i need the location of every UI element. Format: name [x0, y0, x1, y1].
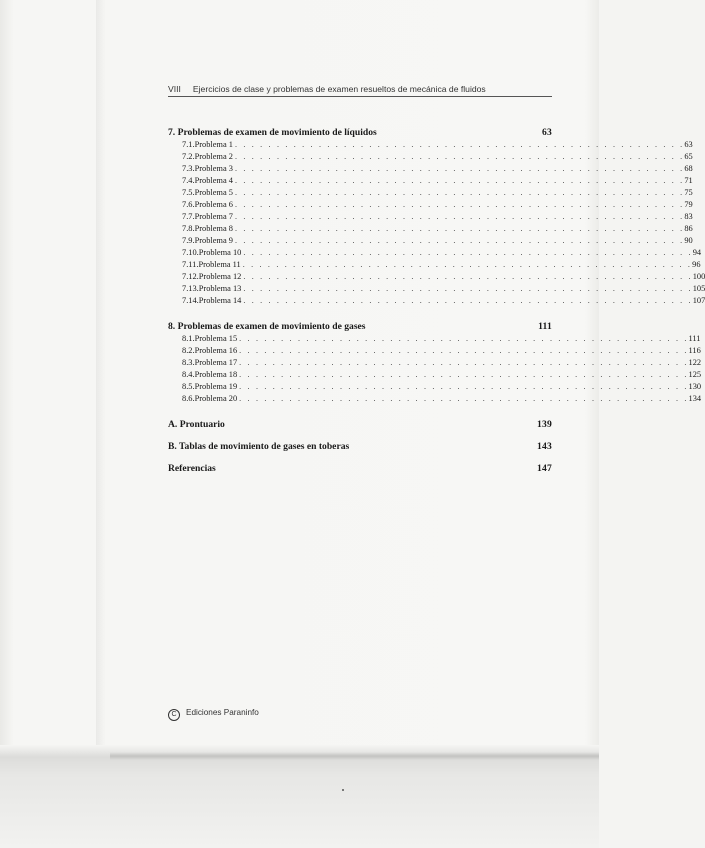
entry-section-number: 7.12. [182, 272, 199, 281]
appendix-page: 143 [537, 441, 552, 452]
entry-section-number: 7.9. [182, 236, 195, 245]
entry-title: Problema 2 [194, 152, 233, 161]
dot-leader: . . . . . . . . . . . . . . . . . . . . . . . . . . . . . . . . . . . . . . . . . . . . . . . . . . . . . . [234, 176, 685, 185]
entry-title: Problema 6 [194, 200, 233, 209]
dot-leader: . . . . . . . . . . . . . . . . . . . . . . . . . . . . . . . . . . . . . . . . . . . . . . . . . . . . . . [243, 248, 693, 257]
entry-title: Problema 5 [194, 188, 233, 197]
toc-entry[interactable] [168, 381, 702, 393]
dot-leader: . . . . . . . . . . . . . . . . . . . . . . . . . . . . . . . . . . . . . . . . . . . . . . . . . . . . . . [234, 164, 685, 173]
entry-page-number: 116 [688, 346, 701, 355]
toc-entry[interactable] [168, 333, 701, 345]
entry-title: Problema 11 [198, 260, 241, 269]
entry-page-number: 107 [692, 296, 705, 305]
entry-section-number: 8.4. [182, 370, 195, 379]
dot-leader: . . . . . . . . . . . . . . . . . . . . . . . . . . . . . . . . . . . . . . . . . . . . . . . . . . . . . . [243, 296, 693, 305]
chapter-8-entries [168, 333, 702, 405]
dot-leader: . . . . . . . . . . . . . . . . . . . . . . . . . . . . . . . . . . . . . . . . . . . . . . . . . . . . . . [242, 260, 693, 269]
publisher-name: Ediciones Paraninfo [186, 708, 259, 717]
copyright-icon: C [168, 709, 180, 721]
entry-section-number: 7.4. [182, 176, 195, 185]
dot-leader: . . . . . . . . . . . . . . . . . . . . . . . . . . . . . . . . . . . . . . . . . . . . . . . . . . . . . . [234, 236, 685, 245]
entry-section-number: 7.3. [182, 164, 195, 173]
toc-entry[interactable] [168, 199, 693, 211]
dot-leader: . . . . . . . . . . . . . . . . . . . . . . . . . . . . . . . . . . . . . . . . . . . . . . . . . . . . . . [234, 212, 685, 221]
toc-entry[interactable] [168, 235, 693, 247]
appendix-b-heading[interactable] [168, 441, 552, 453]
appendix-title: A. Prontuario [168, 419, 225, 430]
entry-section-number: 8.5. [182, 382, 195, 391]
entry-section-number: 7.5. [182, 188, 195, 197]
toc-entry[interactable] [168, 393, 702, 405]
entry-title: Problema 7 [194, 212, 233, 221]
dot-leader: . . . . . . . . . . . . . . . . . . . . . . . . . . . . . . . . . . . . . . . . . . . . . . . . . . . . . . [243, 272, 693, 281]
entry-title: Problema 15 [194, 334, 238, 343]
entry-title: Problema 16 [194, 346, 238, 355]
entry-page-number: 130 [688, 382, 702, 391]
entry-page-number: 68 [684, 164, 693, 173]
fold-line [110, 752, 599, 760]
entry-page-number: 71 [684, 176, 693, 185]
entry-section-number: 7.11. [182, 260, 199, 269]
entry-section-number: 8.6. [182, 394, 195, 403]
dot-leader: . . . . . . . . . . . . . . . . . . . . . . . . . . . . . . . . . . . . . . . . . . . . . . . . . . . . . . [243, 284, 693, 293]
dot-leader: . . . . . . . . . . . . . . . . . . . . . . . . . . . . . . . . . . . . . . . . . . . . . . . . . . . . . . [239, 346, 689, 355]
appendix-title: B. Tablas de movimiento de gases en toberas [168, 441, 350, 452]
toc-entry[interactable] [168, 259, 701, 271]
entry-section-number: 8.2. [182, 346, 195, 355]
entry-title: Problema 14 [198, 296, 242, 305]
entry-section-number: 7.2. [182, 152, 195, 161]
toc-entry[interactable] [168, 163, 693, 175]
entry-page-number: 111 [688, 334, 701, 343]
appendix-page: 139 [537, 419, 552, 430]
entry-page-number: 86 [684, 224, 693, 233]
table-of-contents [168, 127, 705, 475]
entry-section-number: 8.1. [182, 334, 195, 343]
entry-page-number: 100 [692, 272, 705, 281]
entry-title: Problema 4 [194, 176, 233, 185]
entry-title: Problema 10 [198, 248, 242, 257]
toc-entry[interactable] [168, 369, 702, 381]
dot-leader: . . . . . . . . . . . . . . . . . . . . . . . . . . . . . . . . . . . . . . . . . . . . . . . . . . . . . . [239, 394, 689, 403]
entry-page-number: 105 [692, 284, 705, 293]
toc-entry[interactable] [168, 151, 693, 163]
dot-leader: . . . . . . . . . . . . . . . . . . . . . . . . . . . . . . . . . . . . . . . . . . . . . . . . . . . . . . [234, 188, 685, 197]
entry-page-number: 94 [692, 248, 702, 257]
entry-title: Problema 3 [194, 164, 233, 173]
header-book-title: Ejercicios de clase y problemas de examen resueltos de mecánica de fluidos [192, 84, 486, 94]
entry-title: Problema 18 [194, 370, 238, 379]
entry-section-number: 7.10. [182, 248, 199, 257]
dot-leader: . . . . . . . . . . . . . . . . . . . . . . . . . . . . . . . . . . . . . . . . . . . . . . . . . . . . . . [239, 358, 689, 367]
entry-section-number: 7.7. [182, 212, 195, 221]
header-page-number: VIII [168, 84, 181, 94]
dot-leader: . . . . . . . . . . . . . . . . . . . . . . . . . . . . . . . . . . . . . . . . . . . . . . . . . . . . . . [234, 200, 685, 209]
chapter-7-entries [168, 139, 705, 307]
chapter-7-heading[interactable] [168, 127, 552, 139]
dot-leader: . . . . . . . . . . . . . . . . . . . . . . . . . . . . . . . . . . . . . . . . . . . . . . . . . . . . . . [234, 152, 685, 161]
entry-section-number: 7.6. [182, 200, 195, 209]
entry-page-number: 75 [684, 188, 693, 197]
entry-title: Problema 19 [194, 382, 238, 391]
entry-title: Problema 1 [194, 140, 233, 149]
page-shadow [96, 0, 106, 760]
entry-section-number: 7.1. [182, 140, 195, 149]
toc-entry[interactable] [168, 247, 702, 259]
entry-section-number: 7.14. [182, 296, 199, 305]
toc-entry[interactable] [168, 223, 693, 235]
entry-page-number: 63 [684, 140, 693, 149]
header-rule [168, 96, 552, 97]
toc-entry[interactable] [168, 345, 701, 357]
entry-page-number: 79 [684, 200, 693, 209]
entry-title: Problema 9 [194, 236, 233, 245]
dot-leader: . . . . . . . . . . . . . . . . . . . . . . . . . . . . . . . . . . . . . . . . . . . . . . . . . . . . . . [234, 224, 685, 233]
references-heading[interactable] [168, 463, 552, 475]
toc-entry[interactable] [168, 187, 693, 199]
entry-page-number: 65 [684, 152, 693, 161]
chapter-title: 8. Problemas de examen de movimiento de gases [168, 321, 366, 332]
entry-section-number: 8.3. [182, 358, 195, 367]
running-head [168, 84, 552, 94]
dot-leader: . . . . . . . . . . . . . . . . . . . . . . . . . . . . . . . . . . . . . . . . . . . . . . . . . . . . . . [239, 370, 689, 379]
chapter-page: 111 [538, 321, 552, 332]
entry-page-number: 83 [684, 212, 693, 221]
toc-entry[interactable] [168, 175, 693, 187]
entry-page-number: 122 [688, 358, 702, 367]
entry-title: Problema 20 [194, 394, 238, 403]
entry-section-number: 7.13. [182, 284, 199, 293]
entry-page-number: 134 [688, 394, 702, 403]
toc-entry[interactable] [168, 295, 705, 307]
scan-speck [342, 789, 344, 791]
chapter-page: 63 [542, 127, 552, 138]
page-fold [0, 745, 599, 848]
toc-entry[interactable] [168, 283, 705, 295]
entry-page-number: 125 [688, 370, 702, 379]
toc-entry[interactable] [168, 271, 705, 283]
entry-section-number: 7.8. [182, 224, 195, 233]
dot-leader: . . . . . . . . . . . . . . . . . . . . . . . . . . . . . . . . . . . . . . . . . . . . . . . . . . . . . . [239, 382, 689, 391]
dot-leader: . . . . . . . . . . . . . . . . . . . . . . . . . . . . . . . . . . . . . . . . . . . . . . . . . . . . . . [234, 140, 685, 149]
references-title: Referencias [168, 463, 216, 474]
entry-title: Problema 17 [194, 358, 238, 367]
entry-page-number: 90 [684, 236, 693, 245]
toc-entry[interactable] [168, 357, 702, 369]
chapter-title: 7. Problemas de examen de movimiento de líquidos [168, 127, 377, 138]
toc-entry[interactable] [168, 139, 693, 151]
entry-title: Problema 12 [198, 272, 242, 281]
dot-leader: . . . . . . . . . . . . . . . . . . . . . . . . . . . . . . . . . . . . . . . . . . . . . . . . . . . . . . [239, 334, 689, 343]
entry-page-number: 96 [692, 260, 701, 269]
entry-title: Problema 13 [198, 284, 242, 293]
page-footer [168, 708, 259, 721]
entry-title: Problema 8 [194, 224, 233, 233]
toc-entry[interactable] [168, 211, 693, 223]
appendix-a-heading[interactable] [168, 419, 552, 431]
references-page: 147 [537, 463, 552, 474]
chapter-8-heading[interactable] [168, 321, 552, 333]
